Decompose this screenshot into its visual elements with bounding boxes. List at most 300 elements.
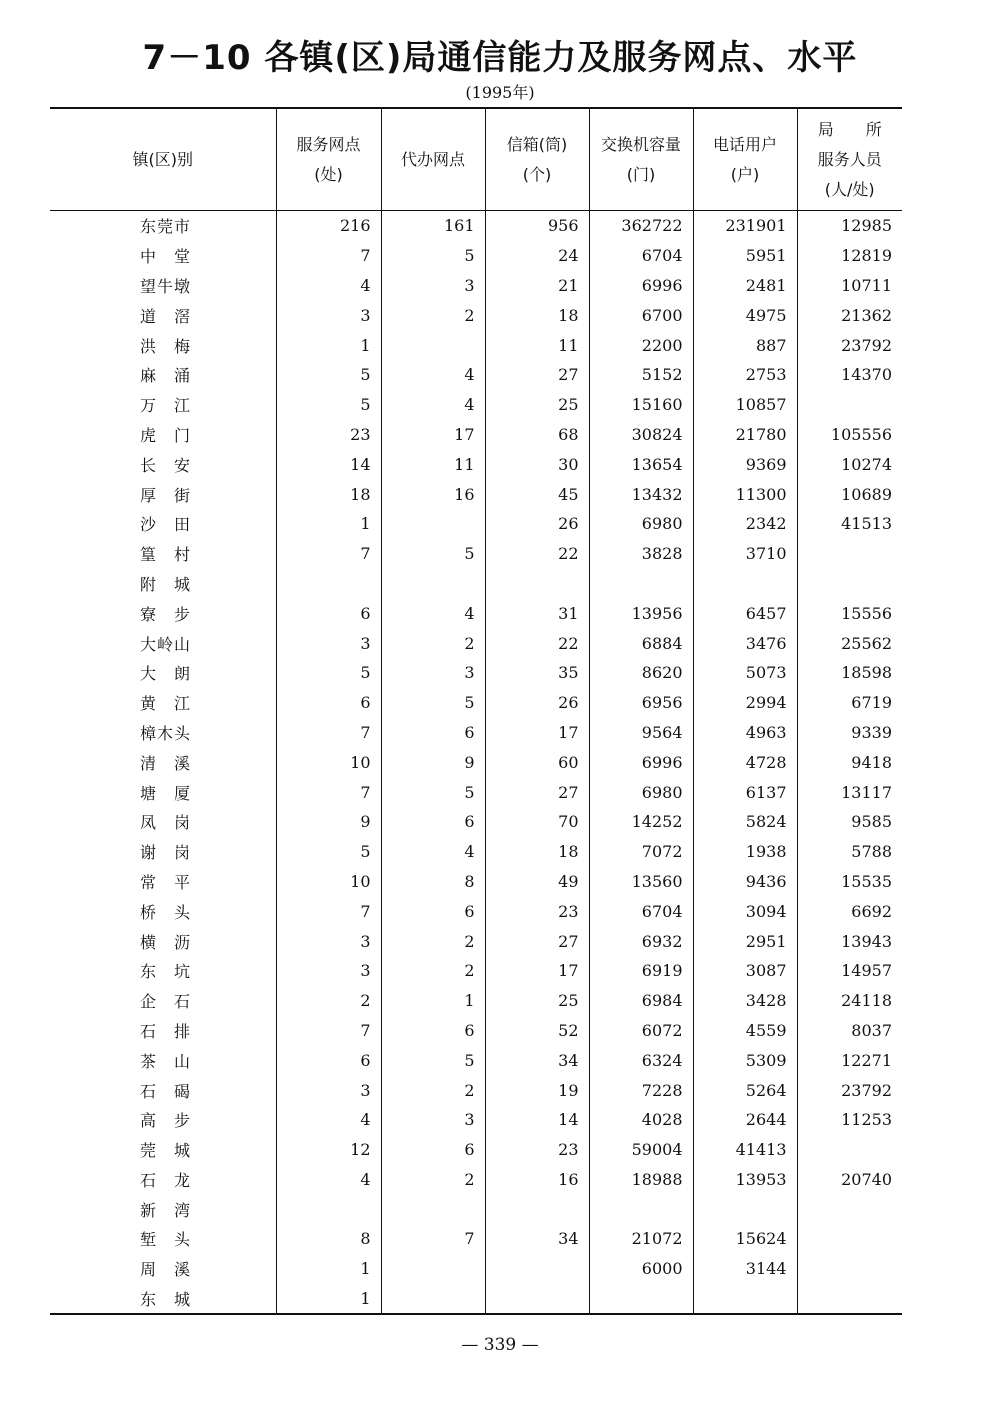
table-cell: 2994 <box>693 688 797 718</box>
table-row <box>50 926 902 956</box>
table-cell: 14 <box>276 449 381 479</box>
row-label: 高 步 <box>140 1111 192 1131</box>
row-label: 横 沥 <box>140 932 192 952</box>
data-table <box>50 107 902 1315</box>
table-cell: 14370 <box>797 360 902 390</box>
table-cell: 6700 <box>589 300 693 330</box>
table-cell: 5264 <box>693 1075 797 1105</box>
table-row <box>50 598 902 628</box>
row-label: 篁 村 <box>140 545 192 565</box>
table-cell: 18 <box>485 300 589 330</box>
row-label: 附 城 <box>140 574 192 594</box>
table-cell: 6 <box>381 1016 485 1046</box>
table-cell: 14 <box>485 1105 589 1135</box>
table-cell: 5 <box>381 241 485 271</box>
table-cell: 5 <box>381 777 485 807</box>
table-cell: 13956 <box>589 598 693 628</box>
table-cell: 14957 <box>797 956 902 986</box>
column-header-line: (处) <box>314 164 343 184</box>
table-cell: 16 <box>485 1165 589 1195</box>
table-row <box>50 241 902 271</box>
table-cell: 10 <box>276 867 381 897</box>
table-cell: 6980 <box>589 777 693 807</box>
table-cell: 9 <box>276 807 381 837</box>
table-cell: 2 <box>276 986 381 1016</box>
table-cell: 3828 <box>589 539 693 569</box>
table-cell <box>693 1194 797 1224</box>
table-row <box>50 986 902 1016</box>
table-cell: 11253 <box>797 1105 902 1135</box>
table-cell: 24118 <box>797 986 902 1016</box>
column-header-line: 镇(区)别 <box>132 149 193 169</box>
table-cell: 20740 <box>797 1165 902 1195</box>
table-cell: 6984 <box>589 986 693 1016</box>
row-label: 大 朗 <box>140 664 192 684</box>
table-cell: 12 <box>276 1135 381 1165</box>
table-cell: 1 <box>276 1254 381 1284</box>
table-cell: 4728 <box>693 747 797 777</box>
table-cell: 7 <box>381 1224 485 1254</box>
table-cell <box>797 539 902 569</box>
table-cell: 27 <box>485 360 589 390</box>
page-title: 7－10 各镇(区)局通信能力及服务网点、水平 <box>142 38 858 78</box>
table-cell: 2 <box>381 956 485 986</box>
table-row <box>50 300 902 330</box>
row-label: 大岭山 <box>140 634 192 654</box>
table-cell: 6 <box>381 718 485 748</box>
table-cell: 11 <box>485 330 589 360</box>
table-cell: 13432 <box>589 479 693 509</box>
table-cell: 5 <box>381 688 485 718</box>
table-cell: 12985 <box>797 211 902 241</box>
column-header-line: 电话用户 <box>712 134 777 154</box>
table-cell: 35 <box>485 658 589 688</box>
table-cell: 21362 <box>797 300 902 330</box>
table-cell: 15624 <box>693 1224 797 1254</box>
row-label: 常 平 <box>140 872 192 892</box>
table-row <box>50 867 902 897</box>
column-header-line: 服务网点 <box>296 134 361 154</box>
table-cell: 8 <box>381 867 485 897</box>
table-row <box>50 777 902 807</box>
table-cell: 59004 <box>589 1135 693 1165</box>
table-cell: 6137 <box>693 777 797 807</box>
table-cell <box>693 569 797 599</box>
table-cell: 6 <box>276 598 381 628</box>
table-cell: 21 <box>485 271 589 301</box>
table-row <box>50 747 902 777</box>
table-cell: 2481 <box>693 271 797 301</box>
table-cell <box>797 1194 902 1224</box>
table-cell <box>485 1254 589 1284</box>
column-header-line: 交换机容量 <box>600 134 681 154</box>
row-label: 黄 江 <box>140 694 192 714</box>
row-label: 企 石 <box>140 992 192 1012</box>
table-cell: 2 <box>381 1075 485 1105</box>
table-cell: 25562 <box>797 628 902 658</box>
table-row <box>50 1105 902 1135</box>
table-cell: 13654 <box>589 449 693 479</box>
table-cell: 10857 <box>693 390 797 420</box>
table-body <box>50 211 902 1315</box>
table-cell: 5 <box>276 658 381 688</box>
table-row <box>50 1165 902 1195</box>
column-header-line: (个) <box>522 164 552 184</box>
table-row <box>50 569 902 599</box>
table-cell: 12819 <box>797 241 902 271</box>
table-row <box>50 837 902 867</box>
header-row <box>50 108 902 211</box>
table-cell: 9585 <box>797 807 902 837</box>
table-cell: 2342 <box>693 509 797 539</box>
table-cell: 6 <box>276 688 381 718</box>
table-cell <box>797 1224 902 1254</box>
column-header-line: 局 所 <box>817 119 882 139</box>
table-cell: 6 <box>276 1045 381 1075</box>
row-label: 东 城 <box>140 1290 192 1310</box>
table-cell <box>485 569 589 599</box>
table-row <box>50 1016 902 1046</box>
row-label: 谢 岗 <box>140 843 192 863</box>
table-cell: 8037 <box>797 1016 902 1046</box>
table-cell: 9369 <box>693 449 797 479</box>
row-label: 东莞市 <box>140 217 192 237</box>
table-cell: 15556 <box>797 598 902 628</box>
table-cell: 887 <box>693 330 797 360</box>
row-label: 长 安 <box>140 455 192 475</box>
table-cell: 6980 <box>589 509 693 539</box>
table-cell: 10 <box>276 747 381 777</box>
table-cell: 18988 <box>589 1165 693 1195</box>
row-label: 厚 街 <box>140 485 192 505</box>
row-label: 新 湾 <box>140 1200 192 1220</box>
table-cell: 5073 <box>693 658 797 688</box>
table-cell: 6884 <box>589 628 693 658</box>
table-row <box>50 1045 902 1075</box>
table-cell: 9339 <box>797 718 902 748</box>
row-label: 石 排 <box>140 1021 192 1041</box>
table-cell: 8620 <box>589 658 693 688</box>
table-cell: 6 <box>381 896 485 926</box>
table-cell: 6996 <box>589 747 693 777</box>
table-cell <box>797 1254 902 1284</box>
table-cell: 26 <box>485 688 589 718</box>
table-cell: 4 <box>381 390 485 420</box>
table-cell <box>589 1194 693 1224</box>
table-cell: 3094 <box>693 896 797 926</box>
row-label: 清 溪 <box>140 753 192 773</box>
table-cell: 4 <box>276 1105 381 1135</box>
column-header <box>276 108 381 211</box>
table-cell: 5951 <box>693 241 797 271</box>
table-cell: 15535 <box>797 867 902 897</box>
table-row <box>50 1284 902 1315</box>
table-cell: 2951 <box>693 926 797 956</box>
row-label: 桥 头 <box>140 902 192 922</box>
table-cell: 161 <box>381 211 485 241</box>
column-header-line: (门) <box>626 164 656 184</box>
table-cell: 4028 <box>589 1105 693 1135</box>
row-label: 万 江 <box>140 396 192 416</box>
table-cell: 70 <box>485 807 589 837</box>
table-cell: 13943 <box>797 926 902 956</box>
table-cell: 68 <box>485 420 589 450</box>
table-cell: 10274 <box>797 449 902 479</box>
table-cell: 3 <box>276 628 381 658</box>
table-cell: 3 <box>381 658 485 688</box>
table-cell: 2 <box>381 628 485 658</box>
table-row <box>50 211 902 241</box>
table-cell: 26 <box>485 509 589 539</box>
table-cell: 6956 <box>589 688 693 718</box>
table-cell: 6704 <box>589 896 693 926</box>
column-header-line: 信箱(筒) <box>506 134 568 154</box>
table-cell: 22 <box>485 539 589 569</box>
table-cell: 5 <box>381 1045 485 1075</box>
table-cell: 7 <box>276 1016 381 1046</box>
table-cell: 22 <box>485 628 589 658</box>
row-label: 虎 门 <box>140 425 192 445</box>
table-cell: 49 <box>485 867 589 897</box>
table-cell: 6000 <box>589 1254 693 1284</box>
table-cell <box>485 1194 589 1224</box>
table-cell: 5 <box>276 360 381 390</box>
table-cell: 4 <box>381 837 485 867</box>
table-cell: 1 <box>276 330 381 360</box>
table-cell: 9 <box>381 747 485 777</box>
table-cell: 5 <box>276 390 381 420</box>
table-cell: 10689 <box>797 479 902 509</box>
page-subtitle: (1995年) <box>465 83 535 102</box>
table-cell: 23 <box>485 896 589 926</box>
table-cell: 25 <box>485 986 589 1016</box>
table-cell: 60 <box>485 747 589 777</box>
table-cell: 6719 <box>797 688 902 718</box>
table-cell: 34 <box>485 1045 589 1075</box>
table-row <box>50 628 902 658</box>
table-row <box>50 1224 902 1254</box>
table-cell: 4975 <box>693 300 797 330</box>
table-cell: 7 <box>276 896 381 926</box>
table-cell <box>276 569 381 599</box>
table-cell: 4 <box>276 271 381 301</box>
table-cell: 17 <box>381 420 485 450</box>
table-cell: 2 <box>381 1165 485 1195</box>
table-cell: 7 <box>276 777 381 807</box>
column-header-line: 代办网点 <box>400 149 465 169</box>
table-row <box>50 896 902 926</box>
table-cell: 13953 <box>693 1165 797 1195</box>
column-header-line: (户) <box>730 164 760 184</box>
table-cell: 14252 <box>589 807 693 837</box>
table-row <box>50 956 902 986</box>
table-cell: 6072 <box>589 1016 693 1046</box>
table-row <box>50 1254 902 1284</box>
table-row <box>50 688 902 718</box>
row-label: 东 坑 <box>140 962 192 982</box>
table-cell <box>485 1284 589 1315</box>
table-row <box>50 658 902 688</box>
table-cell: 4 <box>381 360 485 390</box>
table-cell: 231901 <box>693 211 797 241</box>
table-cell: 31 <box>485 598 589 628</box>
table-cell: 1 <box>276 1284 381 1315</box>
row-label: 石 碣 <box>140 1081 192 1101</box>
table-cell: 6324 <box>589 1045 693 1075</box>
table-cell: 21780 <box>693 420 797 450</box>
table-cell: 34 <box>485 1224 589 1254</box>
table-cell: 27 <box>485 926 589 956</box>
table-cell <box>589 1284 693 1315</box>
table-cell: 17 <box>485 956 589 986</box>
table-cell: 23792 <box>797 330 902 360</box>
table-cell <box>797 1284 902 1315</box>
table-cell <box>797 1135 902 1165</box>
table-cell: 1 <box>276 509 381 539</box>
table-cell <box>381 1254 485 1284</box>
row-label: 道 滘 <box>140 306 192 326</box>
table-cell <box>797 390 902 420</box>
table-row <box>50 449 902 479</box>
column-header <box>693 108 797 211</box>
table-cell: 18 <box>276 479 381 509</box>
table-cell: 216 <box>276 211 381 241</box>
table-cell: 3428 <box>693 986 797 1016</box>
table-cell: 7072 <box>589 837 693 867</box>
table-row <box>50 718 902 748</box>
table-cell: 13560 <box>589 867 693 897</box>
table-cell: 19 <box>485 1075 589 1105</box>
table-row <box>50 1194 902 1224</box>
table-cell: 5824 <box>693 807 797 837</box>
row-label: 寮 步 <box>140 604 192 624</box>
row-label: 洪 梅 <box>140 336 192 356</box>
table-cell: 4963 <box>693 718 797 748</box>
table-cell: 5152 <box>589 360 693 390</box>
table-cell: 7 <box>276 539 381 569</box>
table-row <box>50 807 902 837</box>
row-label: 塘 厦 <box>140 783 192 803</box>
table-cell: 24 <box>485 241 589 271</box>
row-label: 沙 田 <box>140 515 192 535</box>
table-cell: 2 <box>381 300 485 330</box>
table-cell: 5 <box>276 837 381 867</box>
table-cell: 23792 <box>797 1075 902 1105</box>
table-cell: 4 <box>276 1165 381 1195</box>
table-cell: 2200 <box>589 330 693 360</box>
table-cell <box>381 569 485 599</box>
column-header <box>485 108 589 211</box>
table-row <box>50 539 902 569</box>
table-cell: 11300 <box>693 479 797 509</box>
table-cell: 3 <box>276 1075 381 1105</box>
row-label: 麻 涌 <box>140 366 192 386</box>
table-cell: 3087 <box>693 956 797 986</box>
table-cell: 41413 <box>693 1135 797 1165</box>
row-label: 周 溪 <box>140 1260 192 1280</box>
table-cell: 3 <box>276 926 381 956</box>
table-row <box>50 420 902 450</box>
table-cell: 2644 <box>693 1105 797 1135</box>
row-label: 望牛墩 <box>140 276 192 296</box>
table-cell: 41513 <box>797 509 902 539</box>
table-cell <box>381 1194 485 1224</box>
table-cell: 3 <box>276 300 381 330</box>
row-label: 石 龙 <box>140 1170 192 1190</box>
row-label: 樟木头 <box>140 723 192 743</box>
table-cell: 3710 <box>693 539 797 569</box>
table-cell: 6932 <box>589 926 693 956</box>
table-cell: 5309 <box>693 1045 797 1075</box>
table-cell <box>797 569 902 599</box>
column-header-line: 服务人员 <box>817 149 882 169</box>
table-cell: 25 <box>485 390 589 420</box>
table-cell: 12271 <box>797 1045 902 1075</box>
table-row <box>50 360 902 390</box>
table-cell: 5788 <box>797 837 902 867</box>
table-cell <box>381 330 485 360</box>
table-cell: 9418 <box>797 747 902 777</box>
table-header <box>50 108 902 211</box>
table-cell: 1 <box>381 986 485 1016</box>
table-cell: 3476 <box>693 628 797 658</box>
table-cell: 15160 <box>589 390 693 420</box>
row-label: 茶 山 <box>140 1051 192 1071</box>
table-cell: 7 <box>276 241 381 271</box>
table-row <box>50 390 902 420</box>
table-cell: 9564 <box>589 718 693 748</box>
table-row <box>50 1075 902 1105</box>
table-cell: 7228 <box>589 1075 693 1105</box>
table-cell: 18598 <box>797 658 902 688</box>
table-cell <box>693 1284 797 1315</box>
column-header-line: (人/处) <box>824 179 875 199</box>
table-cell: 30824 <box>589 420 693 450</box>
table-cell: 16 <box>381 479 485 509</box>
table-cell: 4559 <box>693 1016 797 1046</box>
table-cell: 3 <box>381 1105 485 1135</box>
column-header <box>381 108 485 211</box>
column-header <box>50 108 276 211</box>
table-cell: 362722 <box>589 211 693 241</box>
table-cell: 2753 <box>693 360 797 390</box>
table-cell: 45 <box>485 479 589 509</box>
table-cell: 11 <box>381 449 485 479</box>
table-cell: 6457 <box>693 598 797 628</box>
page-number: — 339 — <box>461 1335 539 1355</box>
table-cell: 6 <box>381 1135 485 1165</box>
table-cell: 3 <box>276 956 381 986</box>
table-cell: 6996 <box>589 271 693 301</box>
table-cell: 9436 <box>693 867 797 897</box>
table-cell <box>381 509 485 539</box>
table-cell: 2 <box>381 926 485 956</box>
table-cell: 6704 <box>589 241 693 271</box>
table-cell: 7 <box>276 718 381 748</box>
table-cell: 23 <box>276 420 381 450</box>
column-header <box>589 108 693 211</box>
table-cell <box>276 1194 381 1224</box>
table-row <box>50 509 902 539</box>
row-label: 堑 头 <box>140 1230 192 1250</box>
table-cell: 18 <box>485 837 589 867</box>
table-cell <box>589 569 693 599</box>
table-cell: 27 <box>485 777 589 807</box>
row-label: 凤 岗 <box>140 813 192 833</box>
table-cell: 1938 <box>693 837 797 867</box>
table-row <box>50 479 902 509</box>
table-cell: 17 <box>485 718 589 748</box>
